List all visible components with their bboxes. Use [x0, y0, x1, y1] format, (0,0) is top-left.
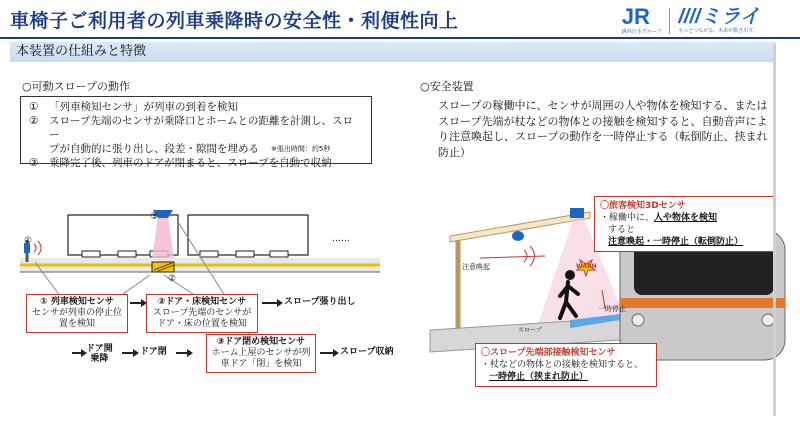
right-heading: ○安全装置 — [420, 80, 474, 93]
signal-waves — [34, 241, 41, 255]
arrow-3 — [320, 352, 334, 354]
speaker — [512, 231, 524, 241]
step-2-cont: プが自動的に張り出し、段差・隙間を埋める ※張出時間：約5秒 — [49, 143, 331, 155]
arrow-flow-0 — [72, 352, 82, 354]
label-door-close-sensor: ③ドア閉め検知センサ ホーム上屋のセンサが列車ドア「閉」を検知 — [206, 334, 316, 373]
flow-door-open: ドア開 乗降 — [86, 344, 113, 364]
step-1: ① 「列車検知センサ」が列車の到着を検知 — [29, 101, 238, 113]
arrow-flow-2 — [176, 352, 188, 354]
warn-label: 注意喚起 — [462, 263, 490, 271]
arrow-2 — [262, 302, 278, 304]
right-edge-rule — [773, 44, 776, 416]
arrow-1 — [130, 302, 142, 304]
out-retract: スロープ収納 — [340, 347, 394, 357]
3d-sensor — [570, 208, 584, 218]
person-head — [565, 270, 575, 280]
stop-label: 一時停止 — [598, 305, 626, 313]
jr-logo: JR JR西日本グループ — [621, 4, 662, 35]
train-stripe — [620, 298, 785, 308]
contact-sensor-box: 〇スロープ先端部接触検知センサ ・杖などの物体との接触を検知すると、 一時停止（挟まれ防止） — [475, 343, 657, 387]
train-car-2 — [188, 215, 308, 255]
mirai-logo: ////ミライ もっとつながる、未来が動き出す。 — [678, 6, 760, 34]
flow-door-close: ドア閉 — [140, 347, 167, 357]
more-cars-dots: …… — [332, 234, 350, 244]
section-band: 本装置の仕組みと特徴 — [10, 42, 776, 62]
safety-description: スロープの稼働中に、センサが周囲の人や物体を検知する、またはスロープ先端が杖などの物体との接触を検知すると、自動音声により注意喚起し、スロープの動作を一時停止する（転倒防止、挟まれ防止） — [438, 99, 768, 159]
ramp-label: スロープ — [518, 327, 542, 334]
marker-3: ③ — [150, 212, 159, 222]
marker-1: ① — [24, 236, 33, 246]
left-heading: ○可動スロープの動作 — [22, 80, 131, 93]
label-train-sensor: ① 列車検知センサ センサが列車の停止位置を検知 — [26, 294, 128, 333]
arrow-flow-1 — [122, 352, 134, 354]
marker-2: ② — [168, 274, 177, 284]
page-title: 車椅子ご利用者の列車乗降時の安全性・利便性向上 — [10, 10, 459, 32]
passenger-sensor-box: 〇旅客検知3Dセンサ ・稼働中に、人や物体を検知 すると注意喚起・一時停止（転倒防止） — [594, 196, 776, 252]
out-extend: スロープ張り出し — [284, 297, 356, 307]
label-door-floor-sensor: ②ドア・床検知センサ スロープ先端のセンサがドア・床の位置を検知 — [146, 294, 258, 333]
warn-sign: WARN — [576, 263, 597, 270]
step-3: ③ 乗降完了後、列車のドアが閉まると、スロープを自動で収納 — [29, 157, 332, 169]
step-2: ② スロープ先端のセンサが乗降口とホームとの距離を計測し、スロー — [29, 115, 353, 141]
